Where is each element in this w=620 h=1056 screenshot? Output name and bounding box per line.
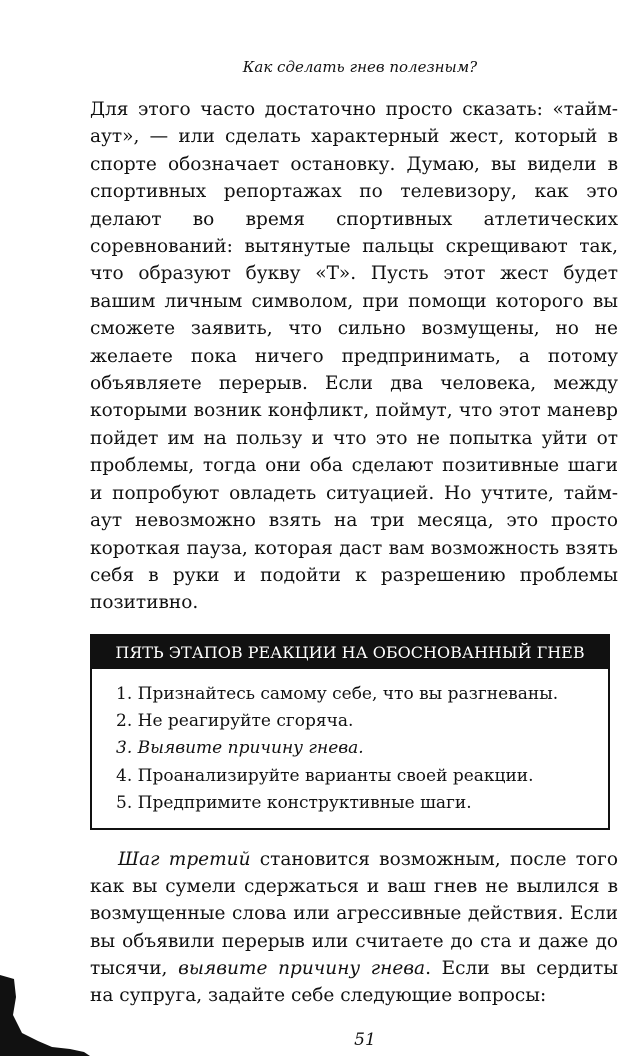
list-item: 5. Предпримите конструктивные шаги.	[116, 792, 472, 813]
paragraph-text: . Если вы сердиты на супруга, задайте себе следующие вопросы:	[90, 957, 618, 1007]
list-item: 1. Признайтесь самому себе, что вы разгневаны.	[116, 684, 559, 704]
scan-edge-mark	[0, 975, 90, 1056]
list-item: 3. Выявите причину гнева.	[116, 738, 364, 759]
steps-list	[92, 669, 608, 817]
paragraph-step-three	[90, 846, 618, 1009]
list-item: 2. Не реагируйте сгоряча.	[116, 711, 354, 732]
running-head: Как сделать гнев полезным?	[242, 58, 478, 76]
steps-box-title: ПЯТЬ ЭТАПОВ РЕАКЦИИ НА ОБОСНОВАННЫЙ ГНЕВ	[92, 636, 608, 669]
italic-lead: Шаг третий	[118, 849, 251, 870]
italic-emphasis: выявите причину гнева	[178, 957, 426, 979]
list-item: 4. Проанализируйте варианты своей реакции.	[116, 765, 534, 786]
paragraph-text: становится возможным, после того как вы сумели сдержаться и ваш гнев не вылился в возмущенные слова или агрессивные действия. Если вы объявили перерыв или считаете до ста и даже до тысячи,	[90, 849, 618, 979]
steps-box	[90, 634, 610, 830]
page-number: 51	[354, 1030, 376, 1050]
paragraph-timeout: Для этого часто достаточно просто сказать: «тайм-аут», — или сделать характерный жест, который в спорте обозначает остановку. Думаю, вы видели в спортивных репортажах по телевизору, как это делают во время спортивных атлетических соревнований: вытянутые пальцы скрещивают так, что образуют букву «Т». Пусть этот жест будет вашим личным символом, при помощи которого вы сможете заявить, что сильно возмущены, но не желаете пока ничего предпринимать, а потому объявляете перерыв. Если два человека, между которыми возник конфликт, поймут, что этот маневр пойдет им на пользу и что это не попытка уйти от проблемы, тогда они оба сделают позитивные шаги и попробуют овладеть ситуацией. Но учтите, тайм-аут невозможно взять на три месяца, это просто короткая пауза, которая даст вам возможность взять себя в руки и подойти к разрешению проблемы позитивно.	[90, 99, 618, 614]
